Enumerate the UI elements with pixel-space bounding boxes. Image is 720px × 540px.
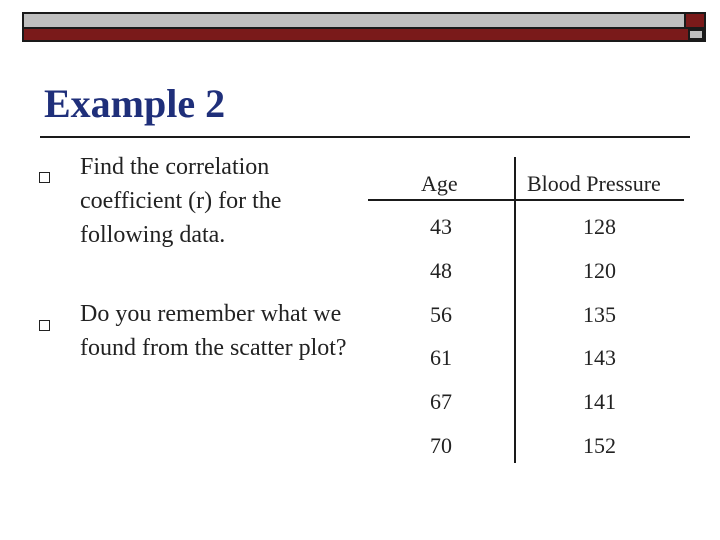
bullet-square-icon	[39, 172, 50, 183]
table-cell-age: 56	[430, 302, 452, 327]
bullet-square-icon	[39, 320, 50, 331]
table-header-age: Age	[421, 171, 458, 196]
slide-title: Example 2	[44, 81, 226, 126]
top-decorative-bar	[22, 12, 706, 42]
top-bar-light-segment	[22, 12, 686, 29]
table-column-divider	[514, 157, 516, 463]
top-bar-light-square	[688, 29, 704, 40]
bullet-text-2: Do you remember what we found from the scatter plot?	[80, 301, 347, 361]
top-bar-dark-square	[686, 12, 706, 29]
table-cell-blood-pressure: 128	[583, 214, 616, 239]
table-cell-age: 67	[430, 389, 452, 414]
bullet-text-1: Find the correlation coefficient (r) for the following data.	[80, 154, 282, 248]
table-cell-blood-pressure: 135	[583, 302, 616, 327]
top-bar-dark-segment	[22, 29, 706, 42]
table-cell-blood-pressure: 152	[583, 433, 616, 458]
table-header-blood-pressure: Blood Pressure	[527, 171, 661, 196]
table-cell-age: 70	[430, 433, 452, 458]
table-cell-age: 43	[430, 214, 452, 239]
title-divider	[40, 136, 690, 138]
table-cell-blood-pressure: 120	[583, 258, 616, 283]
table-cell-blood-pressure: 143	[583, 345, 616, 370]
table-cell-blood-pressure: 141	[583, 389, 616, 414]
table-cell-age: 48	[430, 258, 452, 283]
table-header-rule	[368, 199, 684, 201]
table-cell-age: 61	[430, 345, 452, 370]
